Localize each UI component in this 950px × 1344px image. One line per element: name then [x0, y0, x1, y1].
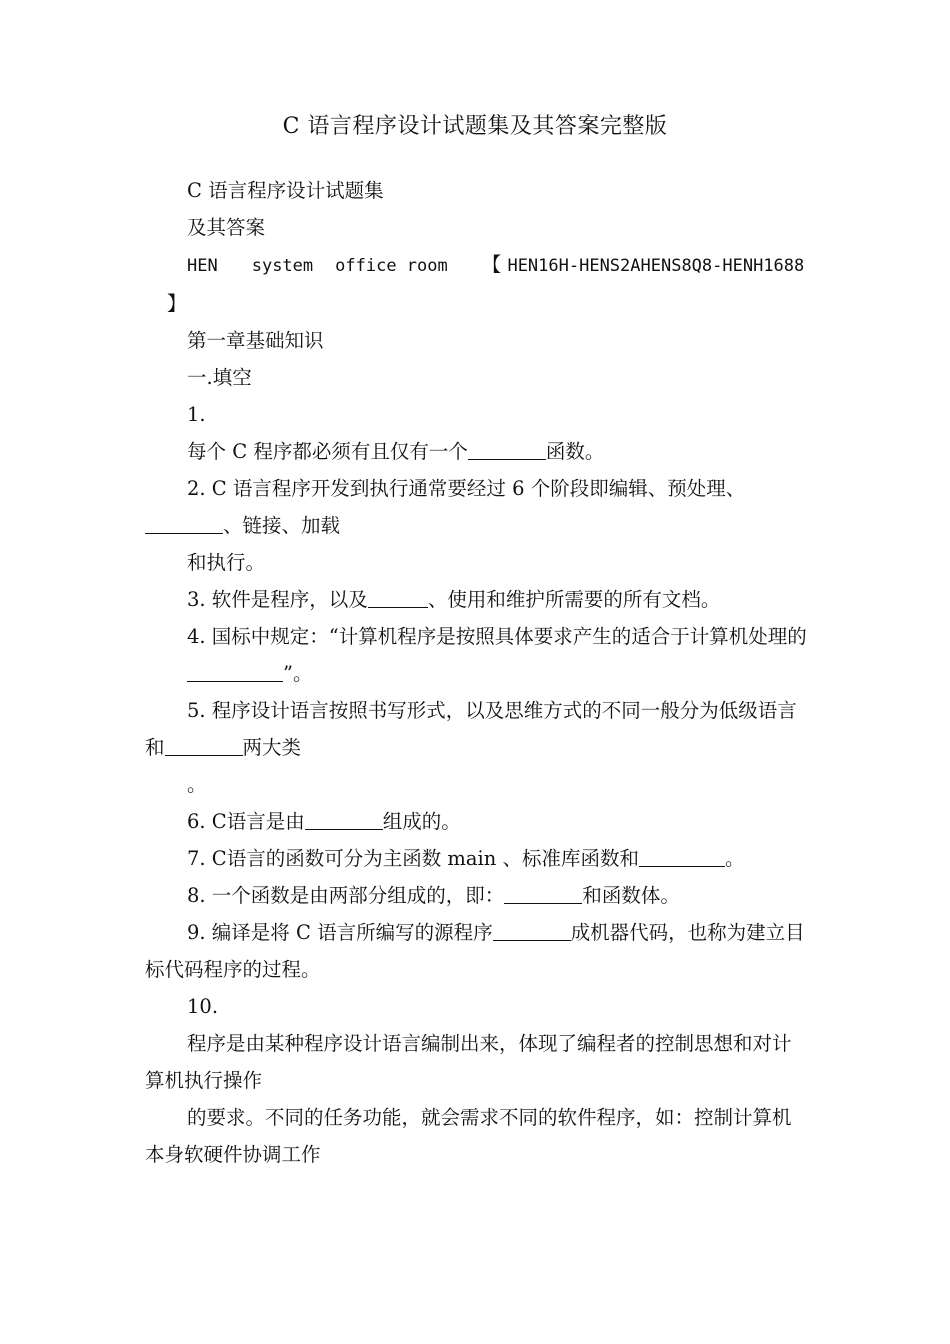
answer-blank: [468, 439, 546, 460]
question-8: [145, 877, 810, 914]
question-9-text-a: 9. 编译是将 C 语言所编写的源程序: [187, 921, 493, 944]
question-3-text-b: 、使用和维护所需要的所有文档。: [427, 588, 721, 611]
question-10-continued: 的要求。不同的任务功能，就会需求不同的软件程序，如：控制计算机本身软硬件协调工作: [145, 1106, 792, 1166]
doc-id-word-1: HEN: [187, 256, 218, 276]
answer-blank: [368, 587, 428, 608]
question-1-text-b: 函数。: [545, 440, 605, 463]
question-3: [145, 581, 810, 618]
question-2-continued: 和执行。: [187, 551, 266, 574]
question-1-number: 1.: [187, 403, 206, 426]
answer-blank: [145, 513, 223, 534]
subtitle-line-2: 及其答案: [187, 216, 266, 239]
question-1: [145, 433, 810, 470]
question-1-text-a: 每个 C 程序都必须有且仅有一个: [187, 440, 468, 463]
document-title: C 语言程序设计试题集及其答案完整版: [282, 114, 668, 139]
question-10-number: 10.: [187, 995, 219, 1018]
question-5: [145, 692, 810, 766]
question-8-text-b: 和函数体。: [582, 884, 680, 907]
question-6-text-a: 6. C语言是由: [187, 810, 305, 833]
question-6-text-b: 组成的。: [382, 810, 461, 833]
question-2-text-b: 、链接、加载: [223, 514, 341, 537]
answer-blank: [504, 883, 582, 904]
question-5-text-b: 两大类: [242, 736, 302, 759]
question-4-text-b: ”。: [283, 662, 313, 685]
doc-id-bracket-open: 【: [481, 253, 502, 276]
question-5-text-a: 5. 程序设计语言按照书写形式，以及思维方式的不同一般分为低级语言和: [145, 699, 797, 759]
chapter-heading: 第一章基础知识: [187, 329, 324, 352]
answer-blank: [165, 735, 243, 756]
document-body: [145, 172, 810, 1173]
question-5-continued: 。: [187, 773, 207, 796]
question-2-text-a: 2. C 语言程序开发到执行通常要经过 6 个阶段即编辑、预处理、: [187, 477, 746, 500]
doc-id-word-2: system: [251, 256, 314, 276]
doc-id-code: HEN16H-HENS2AHENS8Q8-HENH1688: [507, 256, 805, 276]
question-4-continued: [145, 655, 810, 692]
question-7-text-a: 7. C语言的函数可分为主函数 main 、标准库函数和: [187, 847, 640, 870]
question-7: [145, 840, 810, 877]
answer-blank: [639, 846, 725, 867]
answer-blank: [493, 920, 571, 941]
doc-id-bracket-close: 】: [167, 292, 187, 315]
doc-id-word-3: office room: [335, 256, 448, 276]
question-10: 程序是由某种程序设计语言编制出来，体现了编程者的控制思想和对计算机执行操作: [145, 1032, 792, 1092]
answer-blank: [305, 809, 383, 830]
question-2: [145, 470, 810, 544]
document-id-line: [145, 246, 810, 322]
section-heading: 一.填空: [187, 366, 252, 389]
question-4: 4. 国标中规定：“计算机程序是按照具体要求产生的适合于计算机处理的: [187, 625, 807, 648]
question-8-text-a: 8. 一个函数是由两部分组成的，即：: [187, 884, 505, 907]
question-6: [145, 803, 810, 840]
answer-blank: [187, 661, 283, 682]
question-9-text-b: 成机器代码，也称为建立目标代码程序的过程。: [145, 921, 805, 981]
question-9: [145, 914, 810, 988]
question-3-text-a: 3. 软件是程序，以及: [187, 588, 368, 611]
question-7-text-b: 。: [725, 847, 745, 870]
subtitle-line-1: C 语言程序设计试题集: [187, 179, 384, 202]
